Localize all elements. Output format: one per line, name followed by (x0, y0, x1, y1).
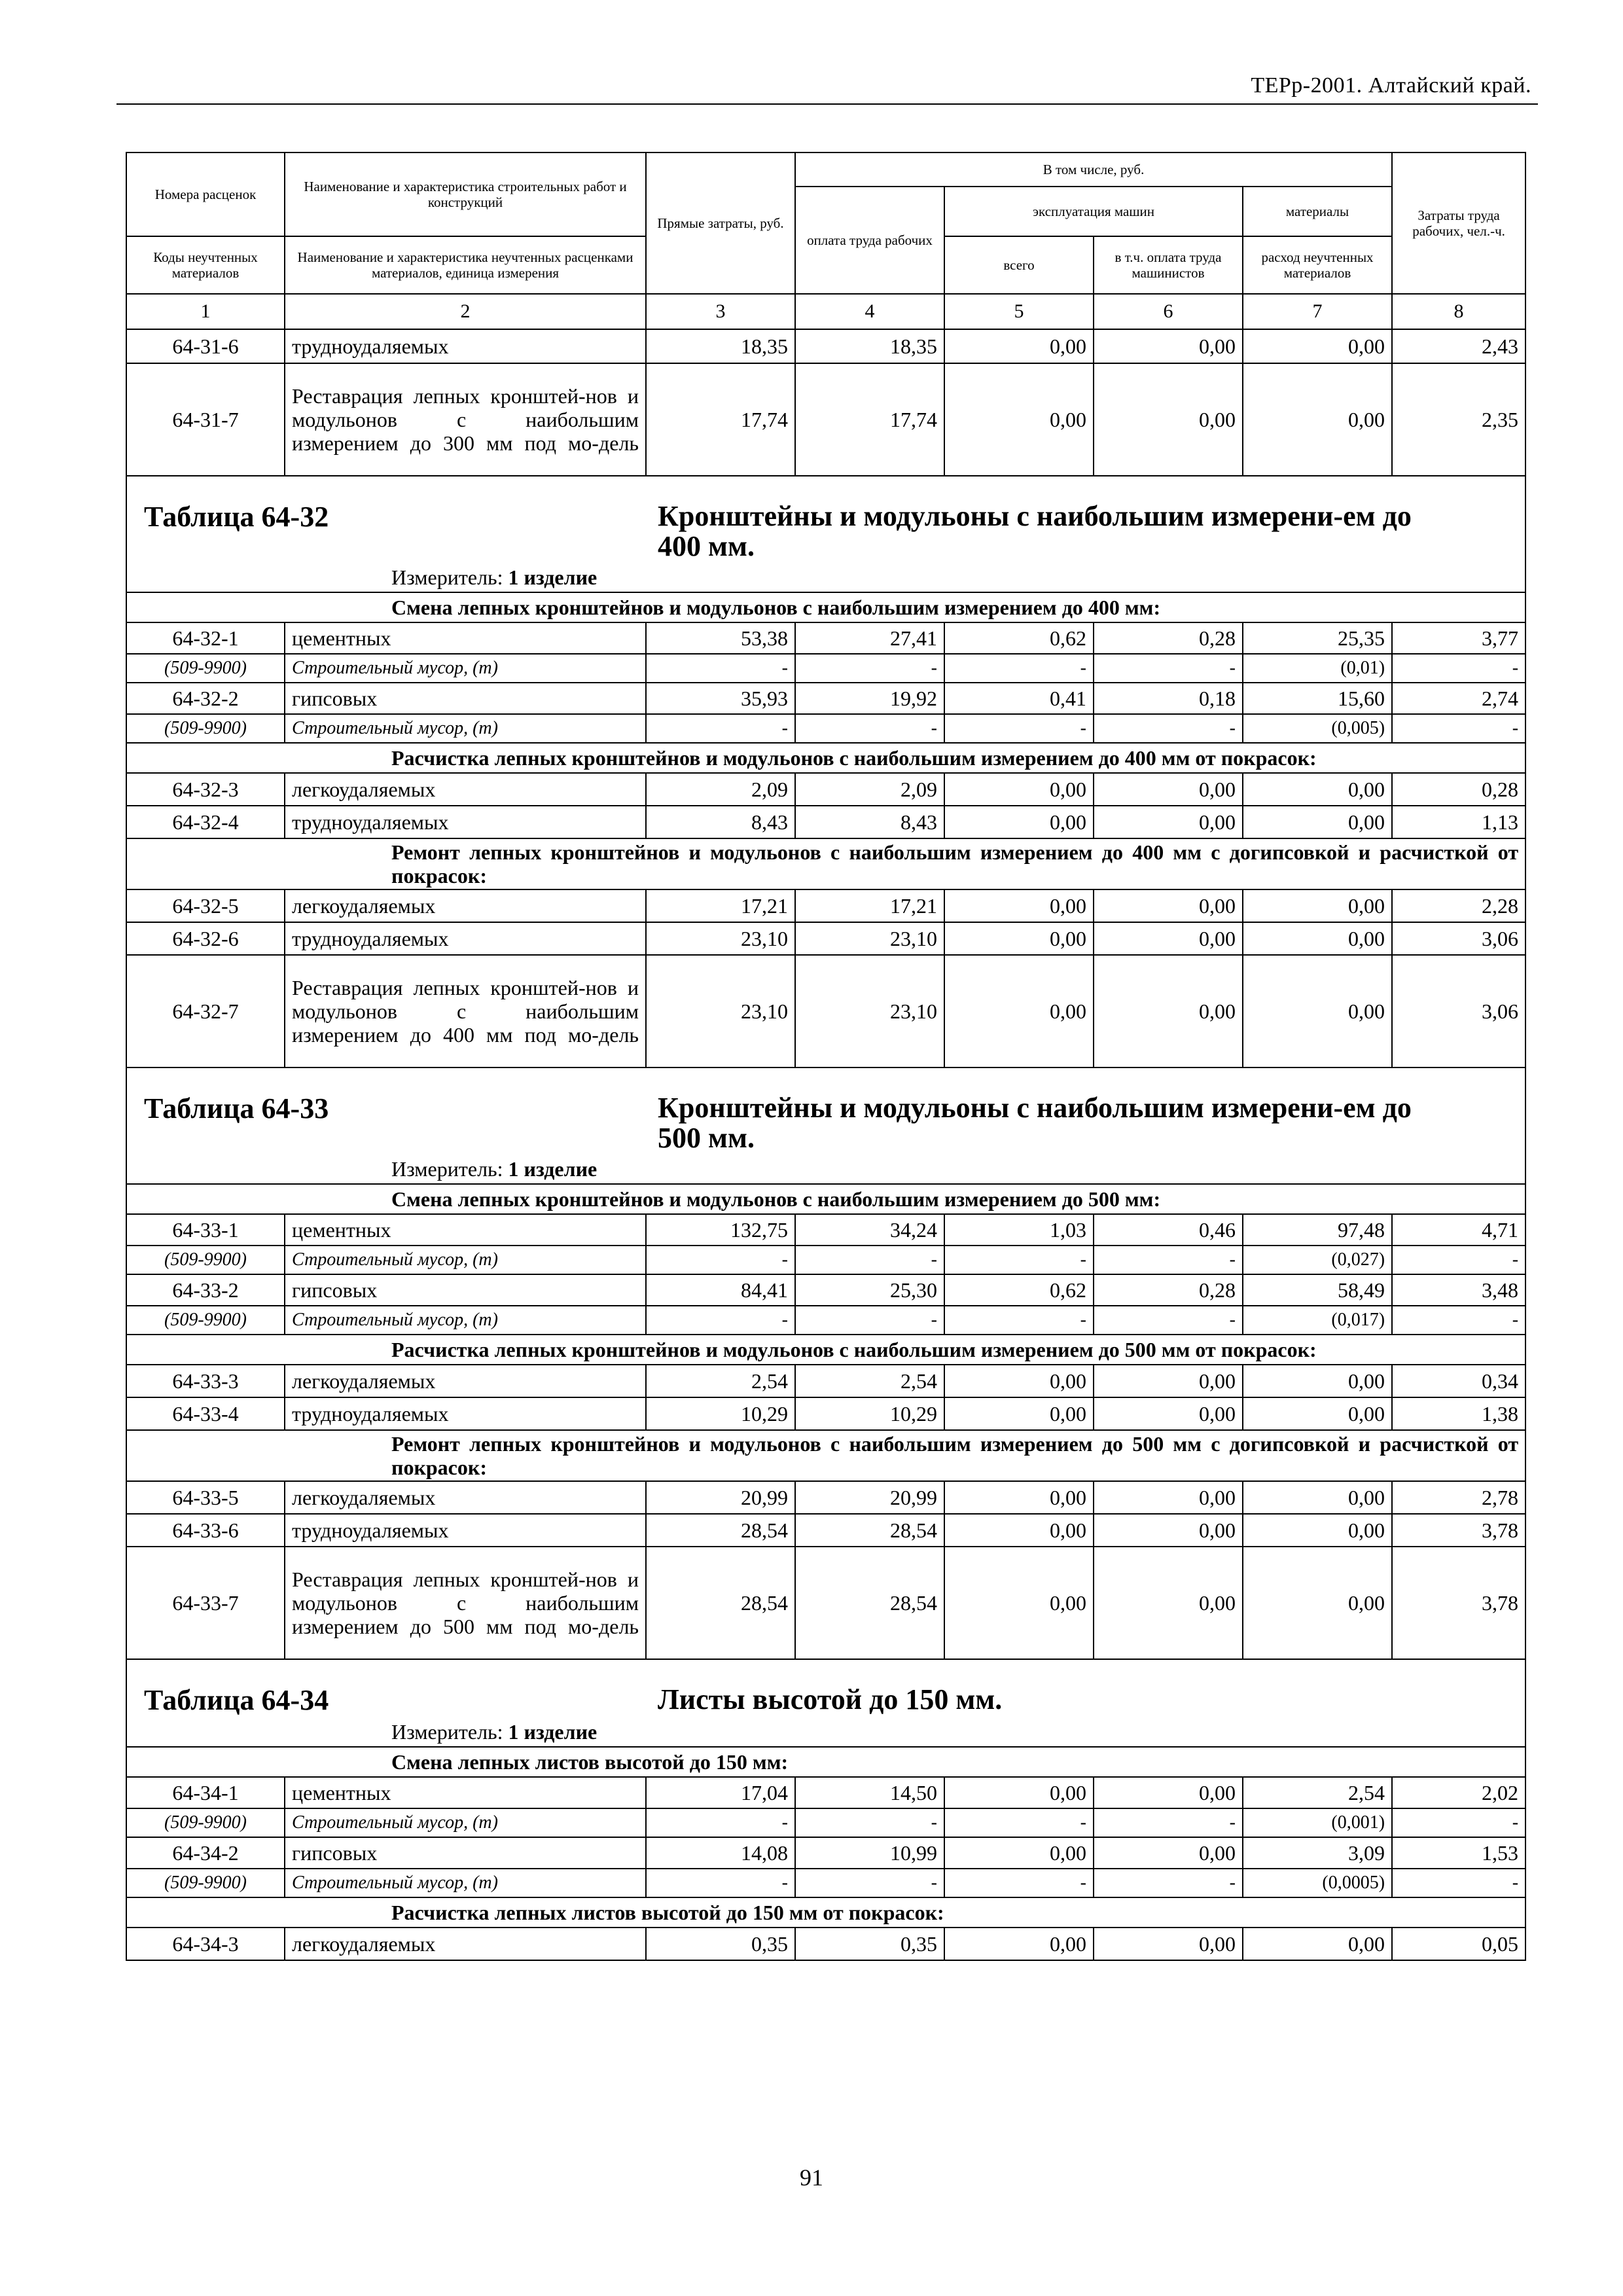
page-number: 91 (800, 2164, 823, 2191)
labor-pay: 0,35 (795, 1928, 944, 1960)
operators-pay: 0,00 (1094, 773, 1243, 806)
table-number: Таблица 64-32 (144, 501, 329, 533)
header-name-mat: Наименование и характеристика неучтенных расценками материалов, единица измерения (285, 236, 646, 294)
operators-pay: 0,00 (1094, 922, 1243, 955)
direct-cost: 23,10 (646, 955, 795, 1067)
labor-hours: 3,78 (1392, 1547, 1525, 1659)
labor-pay: 28,54 (795, 1514, 944, 1547)
labor-hours: 3,48 (1392, 1274, 1525, 1306)
labor-hours: 4,71 (1392, 1214, 1525, 1246)
labor-pay: 17,74 (795, 363, 944, 476)
running-head: ТЕРр-2001. Алтайский край. (1251, 73, 1531, 98)
rate-code: 64-34-3 (126, 1928, 285, 1960)
rate-name: трудноудаляемых (285, 806, 646, 838)
rate-name: легкоудаляемых (285, 889, 646, 922)
direct-cost: 0,35 (646, 1928, 795, 1960)
labor-pay: - (795, 654, 944, 683)
table-row (126, 1481, 1525, 1514)
direct-cost: 17,21 (646, 889, 795, 922)
labor-hours: 3,06 (1392, 955, 1525, 1067)
direct-cost: 20,99 (646, 1481, 795, 1514)
machines-total: 0,00 (944, 1928, 1094, 1960)
table-row (126, 806, 1525, 838)
machines-total: 0,41 (944, 683, 1094, 714)
header-labor: Затраты труда рабочих, чел.-ч. (1392, 152, 1525, 294)
work-group-heading: Расчистка лепных листов высотой до 150 мм от покрасок: (126, 1897, 1525, 1928)
machines-total: - (944, 1246, 1094, 1274)
labor-pay: 27,41 (795, 622, 944, 654)
col-num: 8 (1392, 294, 1525, 329)
labor-pay: - (795, 1246, 944, 1274)
labor-hours: 1,13 (1392, 806, 1525, 838)
direct-cost: - (646, 654, 795, 683)
operators-pay: 0,00 (1094, 329, 1243, 363)
machines-total: 1,03 (944, 1214, 1094, 1246)
materials-cost: 15,60 (1243, 683, 1392, 714)
rate-code: (509-9900) (126, 714, 285, 743)
materials-cost: 0,00 (1243, 922, 1392, 955)
labor-hours: 2,35 (1392, 363, 1525, 476)
table-row (126, 363, 1525, 476)
labor-pay: - (795, 1869, 944, 1897)
labor-hours: - (1392, 654, 1525, 683)
direct-cost: 14,08 (646, 1837, 795, 1869)
materials-cost: (0,01) (1243, 654, 1392, 683)
table-number: Таблица 64-34 (144, 1684, 329, 1716)
rate-code: 64-32-3 (126, 773, 285, 806)
rate-code: 64-33-2 (126, 1274, 285, 1306)
rate-code: 64-31-6 (126, 329, 285, 363)
table-row (126, 1246, 1525, 1274)
labor-hours: 1,38 (1392, 1397, 1525, 1430)
rate-name: цементных (285, 1214, 646, 1246)
table-row (126, 654, 1525, 683)
materials-cost: 0,00 (1243, 806, 1392, 838)
materials-cost: (0,005) (1243, 714, 1392, 743)
labor-pay: 20,99 (795, 1481, 944, 1514)
direct-cost: 18,35 (646, 329, 795, 363)
table-row (126, 683, 1525, 714)
rate-name: цементных (285, 622, 646, 654)
col-num: 1 (126, 294, 285, 329)
rate-code: 64-34-1 (126, 1777, 285, 1808)
header-mat-use: расход неучтенных материалов (1243, 236, 1392, 294)
materials-cost: 25,35 (1243, 622, 1392, 654)
machines-total: 0,00 (944, 329, 1094, 363)
measure-label: Измеритель: (391, 565, 503, 589)
direct-cost: 8,43 (646, 806, 795, 838)
table-row (126, 622, 1525, 654)
rate-name: гипсовых (285, 683, 646, 714)
direct-cost: 2,54 (646, 1365, 795, 1397)
materials-cost: 0,00 (1243, 1481, 1392, 1514)
rate-code: 64-34-2 (126, 1837, 285, 1869)
rate-name: Реставрация лепных кронштей-нов и модульонов с наибольшим измерением до 400 мм под мо-дель (285, 955, 646, 1067)
materials-cost: 97,48 (1243, 1214, 1392, 1246)
direct-cost: 28,54 (646, 1514, 795, 1547)
measure-value: 1 изделие (508, 1720, 597, 1744)
rate-code: 64-32-1 (126, 622, 285, 654)
header-direct: Прямые затраты, руб. (646, 152, 795, 294)
table-row (126, 1777, 1525, 1808)
labor-pay: 25,30 (795, 1274, 944, 1306)
labor-hours: 2,02 (1392, 1777, 1525, 1808)
rate-code: 64-32-2 (126, 683, 285, 714)
table-row (126, 955, 1525, 1067)
machines-total: - (944, 1869, 1094, 1897)
col-num: 4 (795, 294, 944, 329)
labor-pay: 10,29 (795, 1397, 944, 1430)
col-num: 2 (285, 294, 646, 329)
operators-pay: - (1094, 714, 1243, 743)
labor-hours: 3,78 (1392, 1514, 1525, 1547)
header-machines: эксплуатация машин (944, 187, 1243, 236)
materials-cost: 0,00 (1243, 363, 1392, 476)
operators-pay: - (1094, 1306, 1243, 1335)
rate-name: трудноудаляемых (285, 1514, 646, 1547)
header-codes: Коды неучтенных материалов (126, 236, 285, 294)
work-group-heading: Смена лепных кронштейнов и модульонов с наибольшим измерением до 500 мм: (126, 1184, 1525, 1214)
direct-cost: 2,09 (646, 773, 795, 806)
materials-cost: (0,0005) (1243, 1869, 1392, 1897)
rate-code: 64-33-7 (126, 1547, 285, 1659)
direct-cost: 132,75 (646, 1214, 795, 1246)
machines-total: 0,00 (944, 1547, 1094, 1659)
direct-cost: 17,74 (646, 363, 795, 476)
table-row (126, 889, 1525, 922)
rate-code: (509-9900) (126, 1808, 285, 1837)
labor-pay: 2,09 (795, 773, 944, 806)
rate-name: трудноудаляемых (285, 922, 646, 955)
operators-pay: 0,00 (1094, 1365, 1243, 1397)
table-row (126, 329, 1525, 363)
labor-hours: - (1392, 1306, 1525, 1335)
rate-name: гипсовых (285, 1837, 646, 1869)
table-caption: Листы высотой до 150 мм. (658, 1683, 1003, 1715)
rate-code: 64-33-4 (126, 1397, 285, 1430)
labor-pay: 28,54 (795, 1547, 944, 1659)
labor-pay: - (795, 1808, 944, 1837)
direct-cost: 28,54 (646, 1547, 795, 1659)
labor-pay: 23,10 (795, 955, 944, 1067)
rate-name: Строительный мусор, (т) (285, 1808, 646, 1837)
materials-cost: 0,00 (1243, 1514, 1392, 1547)
labor-hours: - (1392, 1808, 1525, 1837)
table-caption: Кронштейны и модульоны с наибольшим измерени-ем до 400 мм. (658, 500, 1412, 562)
operators-pay: - (1094, 1808, 1243, 1837)
header-materials: материалы (1243, 187, 1392, 236)
machines-total: 0,00 (944, 806, 1094, 838)
measure-line (126, 562, 1525, 592)
table-heading (126, 1659, 1525, 1716)
materials-cost: (0,001) (1243, 1808, 1392, 1837)
col-num: 7 (1243, 294, 1392, 329)
col-num: 5 (944, 294, 1094, 329)
measure-value: 1 изделие (508, 565, 597, 589)
direct-cost: 17,04 (646, 1777, 795, 1808)
machines-total: 0,00 (944, 955, 1094, 1067)
work-group-heading: Смена лепных кронштейнов и модульонов с наибольшим измерением до 400 мм: (126, 592, 1525, 622)
rate-code: (509-9900) (126, 654, 285, 683)
rate-code: 64-32-6 (126, 922, 285, 955)
table-row (126, 1928, 1525, 1960)
table-row (126, 1869, 1525, 1897)
operators-pay: - (1094, 1246, 1243, 1274)
direct-cost: 53,38 (646, 622, 795, 654)
operators-pay: 0,00 (1094, 889, 1243, 922)
rate-code: (509-9900) (126, 1306, 285, 1335)
table-row (126, 1365, 1525, 1397)
machines-total: - (944, 1306, 1094, 1335)
labor-hours: 1,53 (1392, 1837, 1525, 1869)
table-row (126, 1547, 1525, 1659)
labor-hours: - (1392, 1246, 1525, 1274)
table-row (126, 773, 1525, 806)
labor-pay: - (795, 1306, 944, 1335)
measure-label: Измеритель: (391, 1157, 503, 1181)
materials-cost: 58,49 (1243, 1274, 1392, 1306)
operators-pay: 0,00 (1094, 1481, 1243, 1514)
rate-name: легкоудаляемых (285, 1481, 646, 1514)
operators-pay: 0,00 (1094, 1777, 1243, 1808)
labor-pay: 23,10 (795, 922, 944, 955)
materials-cost: (0,017) (1243, 1306, 1392, 1335)
direct-cost: 10,29 (646, 1397, 795, 1430)
operators-pay: 0,00 (1094, 1547, 1243, 1659)
machines-total: - (944, 654, 1094, 683)
work-group-heading: Расчистка лепных кронштейнов и модульонов с наибольшим измерением до 400 мм от покрасок: (126, 743, 1525, 773)
direct-cost: 35,93 (646, 683, 795, 714)
table-row (126, 1397, 1525, 1430)
operators-pay: 0,00 (1094, 1928, 1243, 1960)
materials-cost: 0,00 (1243, 1547, 1392, 1659)
materials-cost: 3,09 (1243, 1837, 1392, 1869)
labor-pay: 19,92 (795, 683, 944, 714)
materials-cost: 0,00 (1243, 329, 1392, 363)
operators-pay: 0,00 (1094, 1837, 1243, 1869)
materials-cost: 2,54 (1243, 1777, 1392, 1808)
rate-code: 64-33-6 (126, 1514, 285, 1547)
rate-name: легкоудаляемых (285, 773, 646, 806)
machines-total: 0,00 (944, 889, 1094, 922)
table-row (126, 1274, 1525, 1306)
table-caption: Кронштейны и модульоны с наибольшим измерени-ем до 500 мм. (658, 1092, 1412, 1154)
rate-name: трудноудаляемых (285, 1397, 646, 1430)
materials-cost: (0,027) (1243, 1246, 1392, 1274)
direct-cost: - (646, 1808, 795, 1837)
machines-total: 0,00 (944, 1397, 1094, 1430)
operators-pay: 0,00 (1094, 955, 1243, 1067)
rate-name: Строительный мусор, (т) (285, 1306, 646, 1335)
labor-hours: 2,28 (1392, 889, 1525, 922)
labor-hours: - (1392, 714, 1525, 743)
table-number: Таблица 64-33 (144, 1092, 329, 1124)
direct-cost: 23,10 (646, 922, 795, 955)
labor-pay: 10,99 (795, 1837, 944, 1869)
header-labor-pay: оплата труда рабочих (795, 187, 944, 294)
rate-name: гипсовых (285, 1274, 646, 1306)
rate-code: 64-33-3 (126, 1365, 285, 1397)
header-numbers: Номера расценок (126, 152, 285, 236)
machines-total: 0,00 (944, 1481, 1094, 1514)
machines-total: 0,00 (944, 1837, 1094, 1869)
operators-pay: - (1094, 654, 1243, 683)
table-heading (126, 476, 1525, 562)
machines-total: - (944, 714, 1094, 743)
rate-code: (509-9900) (126, 1246, 285, 1274)
rates-table (126, 152, 1526, 1961)
table-row (126, 1837, 1525, 1869)
table-row (126, 1514, 1525, 1547)
table-row (126, 922, 1525, 955)
materials-cost: 0,00 (1243, 1397, 1392, 1430)
materials-cost: 0,00 (1243, 889, 1392, 922)
rate-name: легкоудаляемых (285, 1928, 646, 1960)
measure-label: Измеритель: (391, 1720, 503, 1744)
direct-cost: - (646, 1306, 795, 1335)
materials-cost: 0,00 (1243, 1928, 1392, 1960)
labor-hours: 0,28 (1392, 773, 1525, 806)
header-operators-pay: в т.ч. оплата труда машинистов (1094, 236, 1243, 294)
labor-pay: - (795, 714, 944, 743)
rate-code: 64-33-1 (126, 1214, 285, 1246)
rate-name: трудноудаляемых (285, 329, 646, 363)
table-row (126, 1808, 1525, 1837)
direct-cost: 84,41 (646, 1274, 795, 1306)
col-num: 3 (646, 294, 795, 329)
machines-total: 0,62 (944, 622, 1094, 654)
direct-cost: - (646, 1869, 795, 1897)
rate-name: Строительный мусор, (т) (285, 1869, 646, 1897)
rate-name: Реставрация лепных кронштей-нов и модульонов с наибольшим измерением до 300 мм под мо-дель (285, 363, 646, 476)
machines-total: - (944, 1808, 1094, 1837)
labor-pay: 8,43 (795, 806, 944, 838)
rate-name: Строительный мусор, (т) (285, 714, 646, 743)
machines-total: 0,00 (944, 773, 1094, 806)
labor-hours: - (1392, 1869, 1525, 1897)
rate-name: Реставрация лепных кронштей-нов и модульонов с наибольшим измерением до 500 мм под мо-дель (285, 1547, 646, 1659)
operators-pay: - (1094, 1869, 1243, 1897)
work-group-heading: Ремонт лепных кронштейнов и модульонов с наибольшим измерением до 400 мм с догипсовкой и расчисткой от покрасок: (126, 838, 1525, 889)
labor-hours: 0,05 (1392, 1928, 1525, 1960)
rate-code: 64-32-4 (126, 806, 285, 838)
rate-name: цементных (285, 1777, 646, 1808)
rate-code: 64-33-5 (126, 1481, 285, 1514)
machines-total: 0,00 (944, 1365, 1094, 1397)
operators-pay: 0,00 (1094, 363, 1243, 476)
rate-code: (509-9900) (126, 1869, 285, 1897)
rate-name: легкоудаляемых (285, 1365, 646, 1397)
labor-pay: 14,50 (795, 1777, 944, 1808)
rate-code: 64-32-7 (126, 955, 285, 1067)
labor-hours: 0,34 (1392, 1365, 1525, 1397)
materials-cost: 0,00 (1243, 773, 1392, 806)
work-group-heading: Смена лепных листов высотой до 150 мм: (126, 1747, 1525, 1777)
labor-pay: 2,54 (795, 1365, 944, 1397)
work-group-heading: Расчистка лепных кронштейнов и модульонов с наибольшим измерением до 500 мм от покрасок: (126, 1335, 1525, 1365)
header-name: Наименование и характеристика строительных работ и конструкций (285, 152, 646, 236)
col-num: 6 (1094, 294, 1243, 329)
measure-value: 1 изделие (508, 1157, 597, 1181)
labor-pay: 18,35 (795, 329, 944, 363)
rate-name: Строительный мусор, (т) (285, 1246, 646, 1274)
operators-pay: 0,18 (1094, 683, 1243, 714)
direct-cost: - (646, 714, 795, 743)
machines-total: 0,00 (944, 922, 1094, 955)
table-row (126, 1214, 1525, 1246)
labor-hours: 3,77 (1392, 622, 1525, 654)
operators-pay: 0,46 (1094, 1214, 1243, 1246)
operators-pay: 0,00 (1094, 806, 1243, 838)
operators-pay: 0,00 (1094, 1514, 1243, 1547)
labor-pay: 17,21 (795, 889, 944, 922)
operators-pay: 0,00 (1094, 1397, 1243, 1430)
labor-hours: 3,06 (1392, 922, 1525, 955)
labor-hours: 2,74 (1392, 683, 1525, 714)
operators-pay: 0,28 (1094, 622, 1243, 654)
materials-cost: 0,00 (1243, 1365, 1392, 1397)
rate-name: Строительный мусор, (т) (285, 654, 646, 683)
measure-line (126, 1716, 1525, 1747)
table-row (126, 1306, 1525, 1335)
labor-hours: 2,43 (1392, 329, 1525, 363)
table-heading (126, 1067, 1525, 1153)
rate-code: 64-31-7 (126, 363, 285, 476)
table-row (126, 714, 1525, 743)
operators-pay: 0,28 (1094, 1274, 1243, 1306)
header-total: всего (944, 236, 1094, 294)
machines-total: 0,62 (944, 1274, 1094, 1306)
materials-cost: 0,00 (1243, 955, 1392, 1067)
machines-total: 0,00 (944, 1514, 1094, 1547)
direct-cost: - (646, 1246, 795, 1274)
labor-pay: 34,24 (795, 1214, 944, 1246)
machines-total: 0,00 (944, 363, 1094, 476)
header-including: В том числе, руб. (795, 152, 1392, 187)
machines-total: 0,00 (944, 1777, 1094, 1808)
work-group-heading: Ремонт лепных кронштейнов и модульонов с наибольшим измерением до 500 мм с догипсовкой и расчисткой от покрасок: (126, 1430, 1525, 1481)
rate-code: 64-32-5 (126, 889, 285, 922)
labor-hours: 2,78 (1392, 1481, 1525, 1514)
header-rule (116, 103, 1538, 105)
measure-line (126, 1153, 1525, 1184)
